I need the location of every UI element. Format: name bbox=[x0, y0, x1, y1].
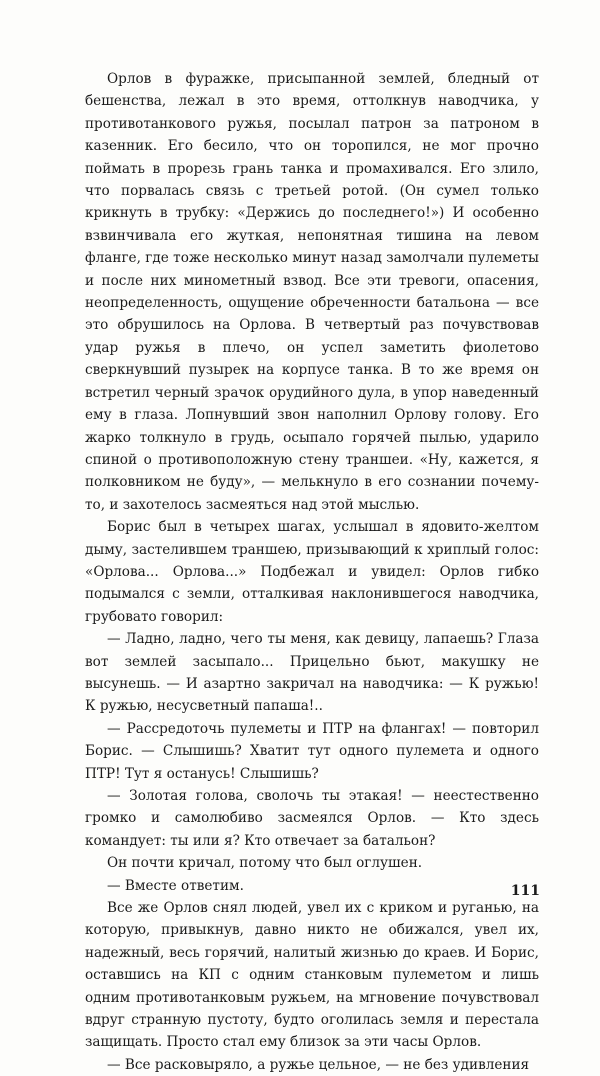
page-number: 111 bbox=[510, 883, 540, 899]
paragraph-9: — Все расковыряло, а ружье цельное, — не без удивления bbox=[107, 1056, 530, 1073]
paragraph-2: Борис был в четырех шагах, услышал в ядовито-желтом дыму, застелившем траншею, призывающий к хриплый голос: «Орлова... Орлова...» Подбежал и увидел: Орлов гибко подымался с земли, отталкивая наклонившегося наводчика, грубовато говорил: bbox=[85, 519, 539, 625]
body-text bbox=[85, 68, 539, 1076]
paragraph-6: Он почти кричал, потому что был оглушен. bbox=[107, 855, 423, 872]
paragraph-8: Все же Орлов снял людей, увел их с криком и руганью, на которую, привыкнув, давно никто не обижался, увел их, надежный, весь горячий, налитый жизнью до краев. И Борис, оставшись на КП с одним станковым пулеметом и лишь одним противотанковым ружьем, на мгновение почувствовал вдруг странную пустоту, будто оголилась земля и перестала защищать. Просто стал ему близок за эти часы Орлов. bbox=[85, 900, 539, 1051]
paragraph-7: — Вместе ответим. bbox=[107, 877, 244, 894]
paragraph-4: — Рассредоточь пулеметы и ПТР на флангах! — повторил Борис. — Слышишь? Хватит тут одного пулемета и одного ПТР! Тут я останусь! Слышишь? bbox=[85, 720, 539, 782]
paragraph-3: — Ладно, ладно, чего ты меня, как девицу, лапаешь? Глаза вот землей засыпало... Прицельно бьют, макушку не высунешь. — И азартно закричал на наводчика: — К ружью! К ружью, несусветный папаша!.. bbox=[85, 631, 539, 715]
paragraph-5: — Золотая голова, сволочь ты этакая! — неестественно громко и самолюбиво засмеялся Орлов. — Кто здесь командует: ты или я? Кто отвечает за батальон? bbox=[85, 788, 539, 849]
paragraph-1: Орлов в фуражке, присыпанной землей, бледный от бешенства, лежал в это время, оттолкнув наводчика, у противотанкового ружья, посылал патрон за патроном в казенник. Его бесило, что он торопился, не мог прочно поймать в прорезь грань танка и промахивался. Его злило, что порвалась связь с третьей ротой. (Он сумел только крикнуть в трубку: «Держись до последнего!») И особенно взвинчивала его жуткая, непонятная тишина на левом фланге, где тоже несколько минут назад замолчали пулеметы и после них минометный взвод. Все эти тревоги, опасения, неопределенность, ощущение обреченности батальона — все это обрушилось на Орлова. В четвертый раз почувствовав удар ружья в плечо, он успел заметить фиолетово сверкнувший пузырек на корпусе танка. В то же время он встретил черный зрачок орудийного дула, в упор наведенный ему в глаза. Лопнувший звон наполнил Орлову голову. Его жарко толкнуло в грудь, осыпало горячей пылью, ударило спиной о противоположную стену траншеи. «Ну, кажется, я полковником не буду», — мелькнуло в его сознании почему-то, и захотелось засмеяться над этой мыслью. bbox=[85, 71, 539, 513]
